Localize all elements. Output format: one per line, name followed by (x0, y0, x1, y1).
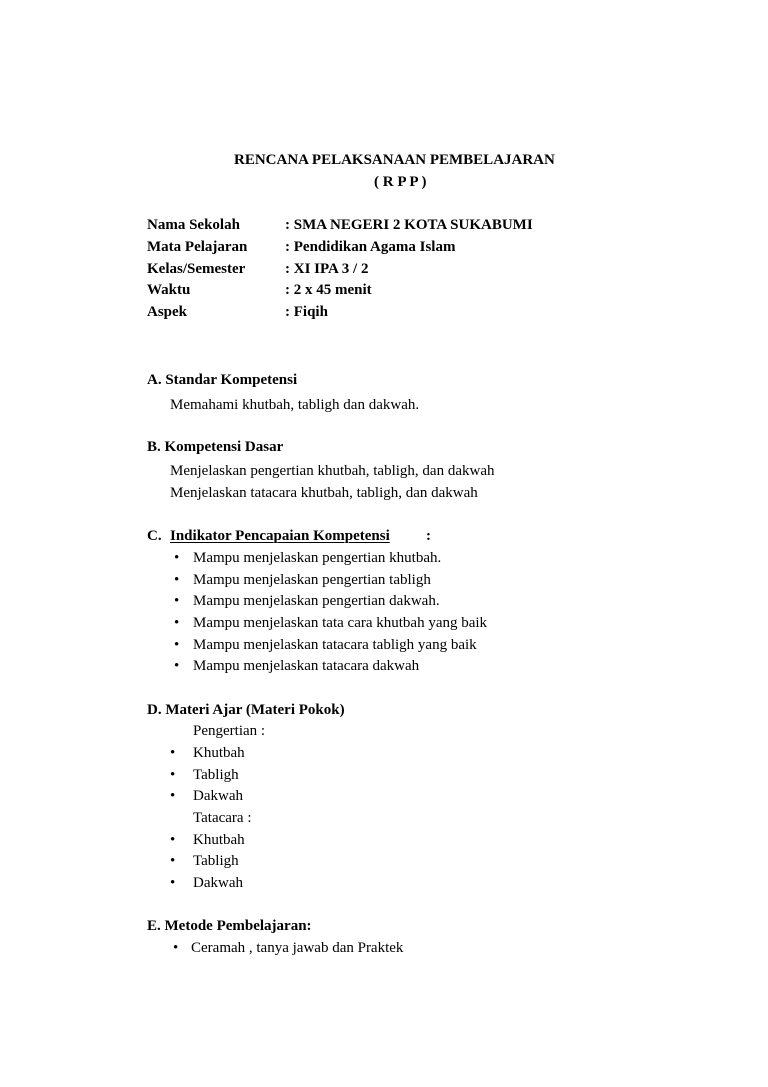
list-item: Tabligh (193, 767, 239, 783)
bullet-icon: • (170, 788, 176, 804)
list-item: Mampu menjelaskan pengertian tabligh (193, 572, 431, 588)
identity-label: Aspek (147, 304, 188, 320)
list-item: Dakwah (193, 875, 243, 891)
section-a-heading: A. Standar Kompetensi (147, 372, 298, 388)
bullet-icon: • (174, 658, 180, 674)
identity-label: Waktu (147, 282, 191, 298)
bullet-icon: • (174, 572, 180, 588)
section-b-line: Menjelaskan tatacara khutbah, tabligh, dan dakwah (170, 485, 478, 501)
identity-value: : Pendidikan Agama Islam (285, 239, 456, 255)
document-title: RENCANA PELAKSANAAN PEMBELAJARAN (234, 152, 555, 168)
list-item: Khutbah (193, 745, 245, 761)
identity-value: : XI IPA 3 / 2 (285, 261, 369, 277)
section-a-text: Memahami khutbah, tabligh dan dakwah. (170, 397, 420, 413)
bullet-icon: • (174, 593, 180, 609)
bullet-icon: • (170, 767, 176, 783)
section-d-heading: D. Materi Ajar (Materi Pokok) (147, 702, 345, 718)
list-item: Mampu menjelaskan tatacara dakwah (193, 658, 420, 674)
section-c-heading: Indikator Pencapaian Kompetensi (170, 528, 390, 544)
bullet-icon: • (174, 615, 180, 631)
section-d-subheading: Pengertian : (193, 723, 266, 739)
section-d-subheading: Tatacara : (193, 810, 252, 826)
bullet-icon: • (174, 637, 180, 653)
bullet-icon: • (173, 940, 179, 956)
identity-label: Kelas/Semester (147, 261, 246, 277)
list-item: Mampu menjelaskan pengertian khutbah. (193, 550, 442, 566)
bullet-icon: • (170, 853, 176, 869)
list-item: Ceramah , tanya jawab dan Praktek (191, 940, 404, 956)
document-subtitle: ( R P P ) (374, 174, 427, 190)
list-item: Tabligh (193, 853, 239, 869)
identity-value: : Fiqih (285, 304, 328, 320)
section-c-letter: C. (147, 528, 162, 544)
bullet-icon: • (170, 875, 176, 891)
list-item: Khutbah (193, 832, 245, 848)
list-item: Mampu menjelaskan tata cara khutbah yang baik (193, 615, 488, 631)
bullet-icon: • (170, 745, 176, 761)
bullet-icon: • (174, 550, 180, 566)
identity-label: Mata Pelajaran (147, 239, 248, 255)
section-c-colon: : (426, 528, 431, 544)
section-e-heading: E. Metode Pembelajaran: (147, 918, 312, 934)
list-item: Dakwah (193, 788, 243, 804)
section-b-line: Menjelaskan pengertian khutbah, tabligh, dan dakwah (170, 463, 495, 479)
bullet-icon: • (170, 832, 176, 848)
section-b-heading: B. Kompetensi Dasar (147, 439, 284, 455)
identity-label: Nama Sekolah (147, 217, 240, 233)
list-item: Mampu menjelaskan pengertian dakwah. (193, 593, 440, 609)
list-item: Mampu menjelaskan tatacara tabligh yang baik (193, 637, 477, 653)
identity-value: : 2 x 45 menit (285, 282, 372, 298)
identity-value: : SMA NEGERI 2 KOTA SUKABUMI (285, 217, 533, 233)
